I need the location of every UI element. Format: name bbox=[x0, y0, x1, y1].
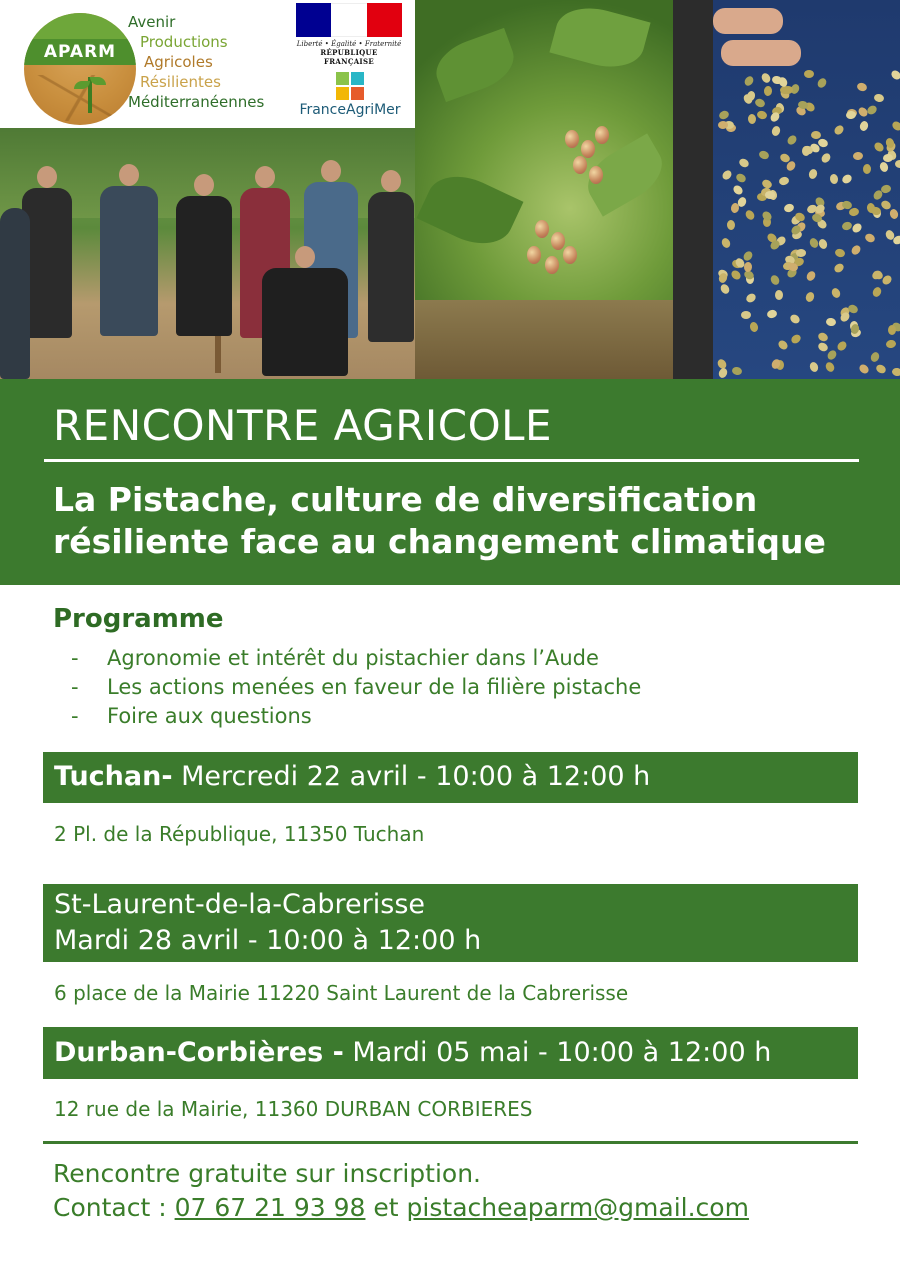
pistachio-kernel bbox=[756, 110, 768, 120]
photo-field-visit bbox=[0, 128, 415, 379]
logo-panel bbox=[0, 0, 415, 128]
programme-heading: Programme bbox=[53, 604, 224, 634]
pistachio-kernel bbox=[808, 361, 819, 373]
aparm-word-productions: Productions bbox=[140, 33, 228, 51]
pistachio-kernel bbox=[771, 125, 782, 137]
pistachio-kernel bbox=[856, 82, 868, 93]
pistachio-kernel bbox=[795, 248, 805, 256]
pistachio-kernel bbox=[743, 75, 755, 88]
event-title: RENCONTRE AGRICOLE bbox=[53, 401, 553, 450]
pistachio-kernel bbox=[737, 196, 748, 208]
session-place: Durban-Corbières - bbox=[54, 1037, 344, 1068]
pistachio-kernel bbox=[853, 152, 864, 161]
pistachio-kernel bbox=[871, 285, 883, 298]
pistachio-kernel bbox=[834, 248, 846, 258]
event-subtitle-line1: La Pistache, culture de diversification bbox=[53, 480, 758, 519]
session-bar-tuchan bbox=[43, 752, 858, 803]
programme-item: - Agronomie et intérêt du pistachier dans l’Aude bbox=[71, 646, 599, 670]
title-banner bbox=[0, 379, 900, 585]
aparm-word-avenir: Avenir bbox=[128, 13, 176, 31]
session-datetime: Mardi 28 avril - 10:00 à 12:00 h bbox=[54, 925, 482, 956]
pistachio-kernel bbox=[778, 176, 790, 186]
marianne-flag-icon bbox=[296, 3, 402, 37]
pistachio-kernel bbox=[718, 109, 730, 120]
pistachio-kernel bbox=[845, 110, 856, 119]
franceagrimer-name: FranceAgriMer bbox=[299, 102, 401, 118]
pistachio-kernel bbox=[851, 222, 864, 235]
session-address-st-laurent: 6 place de la Mairie 11220 Saint Laurent de la Cabrerisse bbox=[54, 981, 629, 1005]
pistachio-kernel bbox=[729, 268, 742, 281]
pistachio-kernel bbox=[746, 90, 756, 102]
sprout-icon bbox=[88, 77, 92, 113]
session-datetime: Mardi 05 mai - 10:00 à 12:00 h bbox=[352, 1037, 772, 1068]
pistachio-kernel bbox=[717, 366, 728, 378]
session-place: Tuchan- bbox=[54, 761, 173, 792]
pistachio-kernel bbox=[882, 154, 893, 163]
pistachio-kernel bbox=[721, 168, 734, 181]
pistachio-kernel bbox=[850, 243, 863, 256]
pistachio-kernel bbox=[754, 98, 766, 109]
pistachio-kernel bbox=[789, 332, 802, 344]
pistachio-kernel bbox=[804, 70, 814, 78]
session-address-tuchan: 2 Pl. de la République, 11350 Tuchan bbox=[54, 822, 425, 846]
pistachio-kernel bbox=[777, 339, 790, 352]
pistachio-kernel bbox=[719, 283, 731, 296]
programme-section bbox=[53, 604, 853, 731]
aparm-logo bbox=[24, 13, 136, 125]
session-place: St-Laurent-de-la-Cabrerisse bbox=[54, 889, 426, 920]
pistachio-kernel bbox=[889, 208, 899, 220]
pistachio-kernel bbox=[732, 184, 745, 197]
pistachio-kernel bbox=[858, 120, 868, 132]
pistachio-kernel bbox=[720, 237, 732, 249]
title-divider bbox=[44, 459, 859, 462]
pistachio-kernel bbox=[888, 325, 896, 335]
pistachio-kernel bbox=[727, 219, 736, 229]
pistachio-kernel bbox=[832, 262, 845, 275]
email-link[interactable]: pistacheaparm@gmail.com bbox=[406, 1193, 749, 1222]
pistachio-kernel bbox=[858, 362, 871, 375]
pistachio-kernel bbox=[873, 93, 884, 103]
pistachio-kernel bbox=[869, 350, 880, 362]
pistachio-kernel bbox=[765, 191, 775, 199]
pistachio-kernel bbox=[873, 140, 886, 153]
session-bar-durban bbox=[43, 1027, 858, 1079]
pistachio-kernel bbox=[891, 367, 900, 377]
registration-note: Rencontre gratuite sur inscription. bbox=[53, 1159, 481, 1188]
aparm-word-mediterraneennes: Méditerranéennes bbox=[128, 93, 265, 111]
pistachio-kernel bbox=[890, 69, 900, 82]
franceagrimer-logo bbox=[292, 72, 408, 122]
pistachio-kernel bbox=[875, 363, 888, 375]
footer-contact bbox=[53, 1157, 749, 1225]
rf-motto: Liberté • Égalité • Fraternité bbox=[296, 40, 402, 48]
pistachio-kernel bbox=[749, 321, 759, 333]
pistachio-kernel bbox=[833, 124, 846, 137]
pistachio-kernel bbox=[866, 104, 879, 116]
event-subtitle-line2: résiliente face au changement climatique bbox=[53, 522, 826, 561]
pistachio-kernel bbox=[748, 114, 757, 124]
pistachio-kernel bbox=[731, 366, 742, 376]
pistachio-kernel bbox=[741, 311, 751, 319]
session-address-durban: 12 rue de la Mairie, 11360 DURBAN CORBIERES bbox=[54, 1097, 533, 1121]
pistachio-kernel bbox=[734, 172, 747, 184]
pistachio-kernel bbox=[817, 341, 830, 353]
phone-link[interactable]: 07 67 21 93 98 bbox=[174, 1193, 366, 1222]
pistachio-kernel bbox=[841, 173, 854, 185]
republique-francaise-logo bbox=[296, 3, 402, 67]
aparm-word-agricoles: Agricoles bbox=[144, 53, 213, 71]
programme-item: - Foire aux questions bbox=[71, 704, 312, 728]
rf-name: RÉPUBLIQUE FRANÇAISE bbox=[320, 48, 378, 66]
pistachio-kernel bbox=[789, 313, 802, 325]
pistachio-kernel bbox=[894, 159, 900, 168]
session-datetime: Mercredi 22 avril - 10:00 à 12:00 h bbox=[181, 761, 651, 792]
pistachio-kernel bbox=[824, 361, 836, 374]
footer-divider bbox=[43, 1141, 858, 1144]
programme-item: - Les actions menées en faveur de la filière pistache bbox=[71, 675, 642, 699]
pistachio-kernel bbox=[807, 168, 818, 180]
session-bar-st-laurent bbox=[43, 884, 858, 962]
photo-pistachio-branch bbox=[415, 0, 673, 379]
pistachio-kernel bbox=[769, 273, 781, 286]
contact-label: Contact : bbox=[53, 1193, 167, 1222]
event-subtitle bbox=[53, 479, 826, 563]
pistachio-kernel bbox=[783, 203, 795, 214]
pistachio-kernel bbox=[835, 339, 848, 352]
pistachio-kernel bbox=[878, 161, 889, 173]
pistachio-kernel bbox=[717, 121, 727, 129]
pistachio-kernel bbox=[826, 348, 838, 361]
pistachio-kernel bbox=[758, 149, 770, 160]
pistachio-kernel bbox=[885, 340, 896, 350]
pistachio-kernel bbox=[805, 270, 817, 283]
pistachio-kernel bbox=[826, 318, 837, 327]
pistachio-kernel bbox=[891, 120, 900, 133]
pistachio-kernel bbox=[804, 291, 815, 303]
pistachio-kernel bbox=[830, 286, 842, 298]
pistachio-kernel bbox=[816, 77, 828, 90]
pistachio-kernel bbox=[808, 237, 820, 250]
pistachio-kernel bbox=[763, 86, 772, 97]
pistachio-kernel bbox=[738, 157, 751, 169]
pistachio-kernel bbox=[744, 291, 757, 303]
photo-pistachio-conveyor bbox=[673, 0, 900, 379]
pistachio-kernel bbox=[863, 164, 871, 174]
programme-list bbox=[71, 644, 853, 731]
pistachio-kernel bbox=[817, 331, 830, 343]
pistachio-kernel bbox=[829, 174, 839, 185]
aparm-logo-text: APARM bbox=[43, 42, 117, 62]
aparm-wordmark bbox=[128, 12, 264, 112]
aparm-word-resilientes: Résilientes bbox=[140, 73, 221, 91]
pistachio-kernel bbox=[760, 72, 772, 85]
pistachio-kernel bbox=[766, 309, 778, 319]
pistachio-kernel bbox=[817, 238, 828, 250]
contact-and: et bbox=[373, 1193, 399, 1222]
pistachio-kernel bbox=[864, 232, 876, 244]
pistachio-kernel bbox=[744, 209, 756, 222]
pistachio-kernel bbox=[775, 290, 783, 300]
pistachio-kernel bbox=[786, 133, 799, 146]
pistachio-kernel bbox=[820, 152, 832, 165]
franceagrimer-squares-icon bbox=[336, 72, 364, 100]
